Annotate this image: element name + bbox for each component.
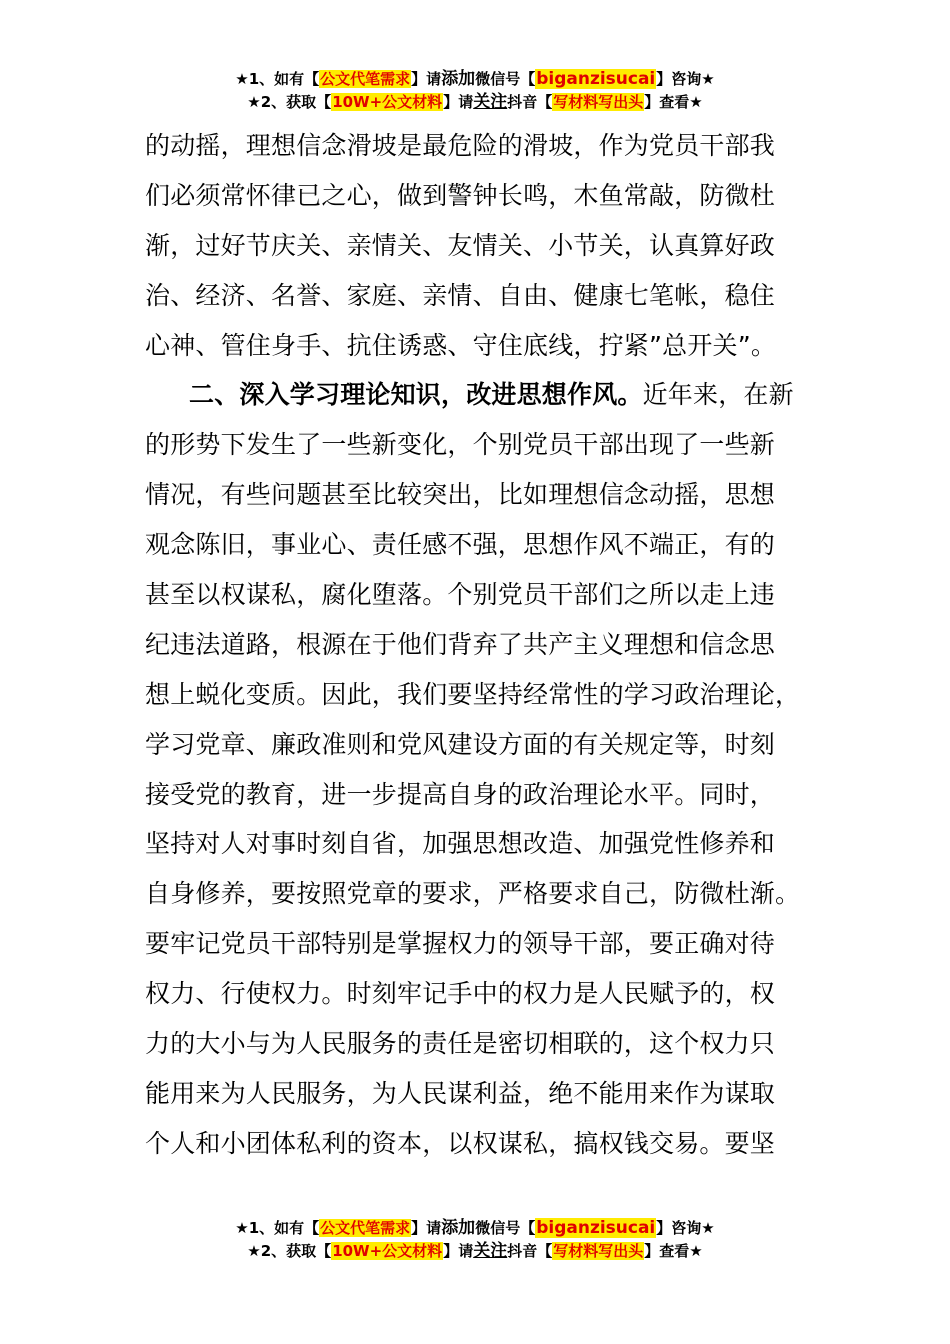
body-line: 的动摇，理想信念滑坡是最危险的滑坡，作为党员干部我 xyxy=(145,131,776,160)
body-line: 个人和小团体私利的资本，以权谋私，搞权钱交易。要坚 xyxy=(145,1128,776,1158)
banner-text: ★2、获取【 xyxy=(247,1242,332,1260)
banner-text: 抖音【 xyxy=(507,93,553,111)
banner-highlight: 写材料写出头 xyxy=(553,93,644,111)
body-line: 自身修养，要按照党章的要求，严格要求自己，防微杜渐。 xyxy=(145,879,801,909)
banner-highlight: biganzisucai xyxy=(536,69,656,89)
body-line: 权力、行使权力。时刻牢记手中的权力是人民赋予的，权 xyxy=(145,979,776,1009)
footer-banner xyxy=(0,1217,950,1263)
banner-text: 】请 xyxy=(411,70,442,88)
banner-text: 】咨询★ xyxy=(656,1219,715,1237)
body-line: 坚持对人对事时刻自省，加强思想改造、加强党性修养和 xyxy=(145,829,776,859)
banner-text: 】请 xyxy=(443,1242,474,1260)
body-line: 心神、管住身手、抗住诱惑、守住底线，拧紧”总开关”。 xyxy=(145,330,777,360)
banner-highlight: 写材料写出头 xyxy=(553,1242,644,1260)
banner-highlight: 10W+公文材料 xyxy=(332,1242,443,1260)
banner-text: 】查看★ xyxy=(644,1242,703,1260)
banner-text: ★2、获取【 xyxy=(247,93,332,111)
banner-highlight: 10W+公文材料 xyxy=(332,93,443,111)
banner-text: 】查看★ xyxy=(644,93,703,111)
header-banner xyxy=(0,68,950,114)
banner-text: 】请 xyxy=(443,93,474,111)
body-line: 治、经济、名誉、家庭、亲情、自由、健康七笔帐，稳住 xyxy=(145,280,776,310)
body-line: 接受党的教育，进一步提高自身的政治理论水平。同时， xyxy=(145,779,776,809)
banner-text: ★1、如有【 xyxy=(235,1219,320,1237)
banner-text: 】请 xyxy=(411,1219,442,1237)
banner-text: 抖音【 xyxy=(507,1242,553,1260)
banner-text: 关注 xyxy=(473,1241,508,1261)
section-heading: 二、深入学习理论知识，改进思想作风。 xyxy=(189,380,643,410)
body-line: 情况，有些问题甚至比较突出，比如理想信念动摇，思想 xyxy=(145,480,776,510)
body-line: 想上蜕化变质。因此，我们要坚持经常性的学习政治理论， xyxy=(145,679,801,709)
banner-text: 添加 xyxy=(441,1218,476,1238)
banner-line-1 xyxy=(0,68,950,91)
banner-text: 添加 xyxy=(441,69,476,89)
banner-highlight: 公文代笔需求 xyxy=(320,1219,411,1237)
banner-highlight: biganzisucai xyxy=(536,1218,656,1238)
body-line: 力的大小与为人民服务的责任是密切相联的，这个权力只 xyxy=(145,1029,776,1059)
body-line: 们必须常怀律已之心，做到警钟长鸣，木鱼常敲，防微杜 xyxy=(145,180,776,210)
banner-highlight: 公文代笔需求 xyxy=(320,70,411,88)
body-line: 纪违法道路，根源在于他们背弃了共产主义理想和信念思 xyxy=(145,629,776,659)
banner-text: 关注 xyxy=(473,92,508,112)
banner-text: 】咨询★ xyxy=(656,70,715,88)
body-line: 的形势下发生了一些新变化，个别党员干部出现了一些新 xyxy=(145,430,776,460)
banner-line-1 xyxy=(0,1217,950,1240)
banner-line-2 xyxy=(0,1240,950,1263)
banner-text: 微信号【 xyxy=(475,1219,536,1237)
banner-text: ★1、如有【 xyxy=(235,70,320,88)
section-heading-line xyxy=(145,370,810,420)
body-line: 甚至以权谋私，腐化堕落。个别党员干部们之所以走上违 xyxy=(145,580,776,610)
banner-line-2 xyxy=(0,91,950,114)
body-text: 近年来，在新 xyxy=(642,380,794,410)
body-line: 要牢记党员干部特别是掌握权力的领导干部，要正确对待 xyxy=(145,929,776,959)
body-line: 学习党章、廉政准则和党风建设方面的有关规定等，时刻 xyxy=(145,729,776,759)
body-line: 能用来为人民服务，为人民谋利益，绝不能用来作为谋取 xyxy=(145,1078,776,1108)
document-body xyxy=(145,121,810,1169)
body-line: 观念陈旧，事业心、责任感不强，思想作风不端正，有的 xyxy=(145,530,776,560)
banner-text: 微信号【 xyxy=(475,70,536,88)
body-line: 渐，过好节庆关、亲情关、友情关、小节关，认真算好政 xyxy=(145,230,776,260)
